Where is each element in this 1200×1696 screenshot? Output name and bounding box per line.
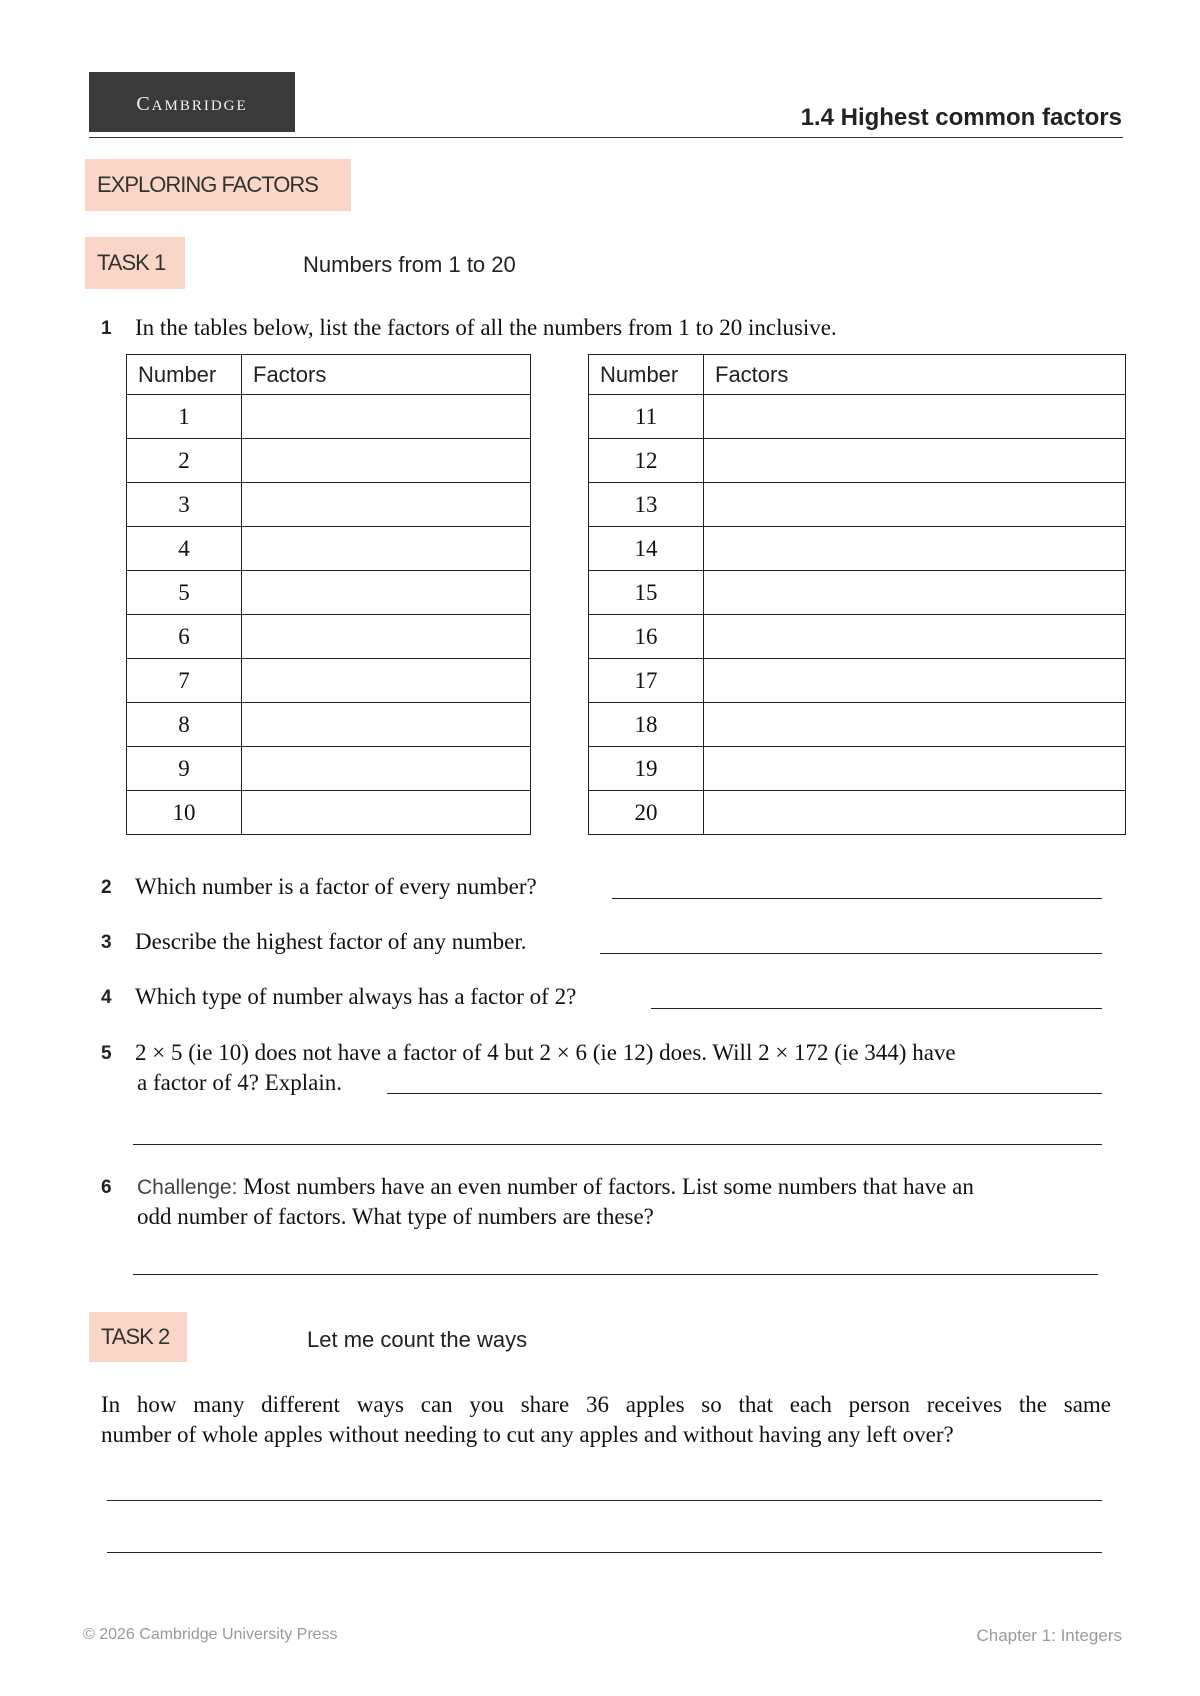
answer-line-q2[interactable] xyxy=(612,898,1102,899)
question-number-3: 3 xyxy=(101,932,112,953)
table-row xyxy=(127,703,531,747)
table-header-row xyxy=(589,355,1126,395)
factors-answer-cell[interactable] xyxy=(704,527,1126,571)
table-row xyxy=(589,439,1126,483)
question-number-1: 1 xyxy=(101,318,112,339)
table-header-row xyxy=(127,355,531,395)
column-header-factors: Factors xyxy=(242,355,531,395)
question-5-text-line2: a factor of 4? Explain. xyxy=(137,1070,342,1095)
number-cell: 7 xyxy=(127,659,242,703)
question-6-text-line2: odd number of factors. What type of numbers are these? xyxy=(137,1204,654,1229)
factors-answer-cell[interactable] xyxy=(704,571,1126,615)
number-cell: 4 xyxy=(127,527,242,571)
header-divider xyxy=(89,137,1123,138)
table-row xyxy=(127,395,531,439)
number-cell: 15 xyxy=(589,571,704,615)
table-row xyxy=(127,571,531,615)
factors-table-left xyxy=(126,354,531,835)
factors-table-right xyxy=(588,354,1126,835)
question-number-2: 2 xyxy=(101,877,112,898)
number-cell: 8 xyxy=(127,703,242,747)
answer-line-task2-b[interactable] xyxy=(107,1552,1102,1553)
table-row xyxy=(589,791,1126,835)
task2-label: TASK 2 xyxy=(89,1312,187,1362)
column-header-factors: Factors xyxy=(704,355,1126,395)
logo-text: cambridge xyxy=(136,86,248,117)
number-cell: 1 xyxy=(127,395,242,439)
table-row xyxy=(127,527,531,571)
table-row xyxy=(127,659,531,703)
number-cell: 6 xyxy=(127,615,242,659)
question-number-5: 5 xyxy=(101,1043,112,1064)
answer-line-task2-a[interactable] xyxy=(107,1500,1102,1501)
table-row xyxy=(589,571,1126,615)
number-cell: 5 xyxy=(127,571,242,615)
factors-answer-cell[interactable] xyxy=(704,483,1126,527)
factors-answer-cell[interactable] xyxy=(704,703,1126,747)
factors-answer-cell[interactable] xyxy=(704,747,1126,791)
number-cell: 20 xyxy=(589,791,704,835)
challenge-label: Challenge: xyxy=(137,1176,238,1199)
answer-line-q5-a[interactable] xyxy=(387,1093,1102,1094)
question-1-text: In the tables below, list the factors of all the numbers from 1 to 20 inclusive. xyxy=(135,315,837,340)
number-cell: 10 xyxy=(127,791,242,835)
table-row xyxy=(589,659,1126,703)
question-number-6: 6 xyxy=(101,1177,112,1198)
number-cell: 12 xyxy=(589,439,704,483)
table-row xyxy=(127,615,531,659)
factors-answer-cell[interactable] xyxy=(242,439,531,483)
factors-answer-cell[interactable] xyxy=(242,527,531,571)
section-banner: EXPLORING FACTORS xyxy=(85,159,351,211)
question-6-text: Most numbers have an even number of factors. List some numbers that have an xyxy=(237,1174,974,1199)
task1-label: TASK 1 xyxy=(85,237,185,289)
number-cell: 3 xyxy=(127,483,242,527)
table-row xyxy=(589,395,1126,439)
table-row xyxy=(127,439,531,483)
answer-line-q6[interactable] xyxy=(133,1274,1098,1275)
factors-answer-cell[interactable] xyxy=(704,659,1126,703)
footer-chapter: Chapter 1: Integers xyxy=(976,1626,1122,1645)
number-cell: 17 xyxy=(589,659,704,703)
factors-answer-cell[interactable] xyxy=(242,703,531,747)
table-row xyxy=(127,791,531,835)
factors-answer-cell[interactable] xyxy=(242,747,531,791)
column-header-number: Number xyxy=(127,355,242,395)
answer-line-q3[interactable] xyxy=(600,953,1102,954)
factors-answer-cell[interactable] xyxy=(704,615,1126,659)
factors-answer-cell[interactable] xyxy=(704,439,1126,483)
answer-line-q5-b[interactable] xyxy=(133,1144,1102,1145)
factors-answer-cell[interactable] xyxy=(242,483,531,527)
question-3-text: Describe the highest factor of any number. xyxy=(135,929,527,954)
number-cell: 2 xyxy=(127,439,242,483)
question-2-text: Which number is a factor of every number? xyxy=(135,874,537,899)
table-row xyxy=(589,747,1126,791)
table-row xyxy=(589,615,1126,659)
cambridge-logo xyxy=(89,72,295,132)
factors-answer-cell[interactable] xyxy=(242,571,531,615)
number-cell: 14 xyxy=(589,527,704,571)
table-row xyxy=(589,483,1126,527)
answer-line-q4[interactable] xyxy=(651,1008,1102,1009)
footer-copyright: © 2026 Cambridge University Press xyxy=(83,1626,338,1643)
table-row xyxy=(127,747,531,791)
task2-title: Let me count the ways xyxy=(307,1327,528,1352)
number-cell: 11 xyxy=(589,395,704,439)
task1-title: Numbers from 1 to 20 xyxy=(303,252,516,277)
factors-answer-cell[interactable] xyxy=(242,791,531,835)
factors-answer-cell[interactable] xyxy=(242,395,531,439)
question-4-text: Which type of number always has a factor of 2? xyxy=(135,984,577,1009)
factors-answer-cell[interactable] xyxy=(242,615,531,659)
question-6-text-line1 xyxy=(137,1172,974,1203)
number-cell: 16 xyxy=(589,615,704,659)
task2-text-line1: In how many different ways can you share 36 apples so that each person receives the same xyxy=(101,1392,1111,1417)
factors-answer-cell[interactable] xyxy=(242,659,531,703)
factors-answer-cell[interactable] xyxy=(704,791,1126,835)
question-5-text-line1: 2 × 5 (ie 10) does not have a factor of 4 but 2 × 6 (ie 12) does. Will 2 × 172 (ie 344) have xyxy=(135,1040,956,1065)
column-header-number: Number xyxy=(589,355,704,395)
table-row xyxy=(127,483,531,527)
number-cell: 19 xyxy=(589,747,704,791)
task2-text-line2: number of whole apples without needing to cut any apples and without having any left over? xyxy=(101,1422,954,1447)
table-row xyxy=(589,527,1126,571)
table-row xyxy=(589,703,1126,747)
number-cell: 13 xyxy=(589,483,704,527)
section-title: 1.4 Highest common factors xyxy=(800,104,1122,131)
number-cell: 9 xyxy=(127,747,242,791)
factors-answer-cell[interactable] xyxy=(704,395,1126,439)
question-number-4: 4 xyxy=(101,987,112,1008)
number-cell: 18 xyxy=(589,703,704,747)
